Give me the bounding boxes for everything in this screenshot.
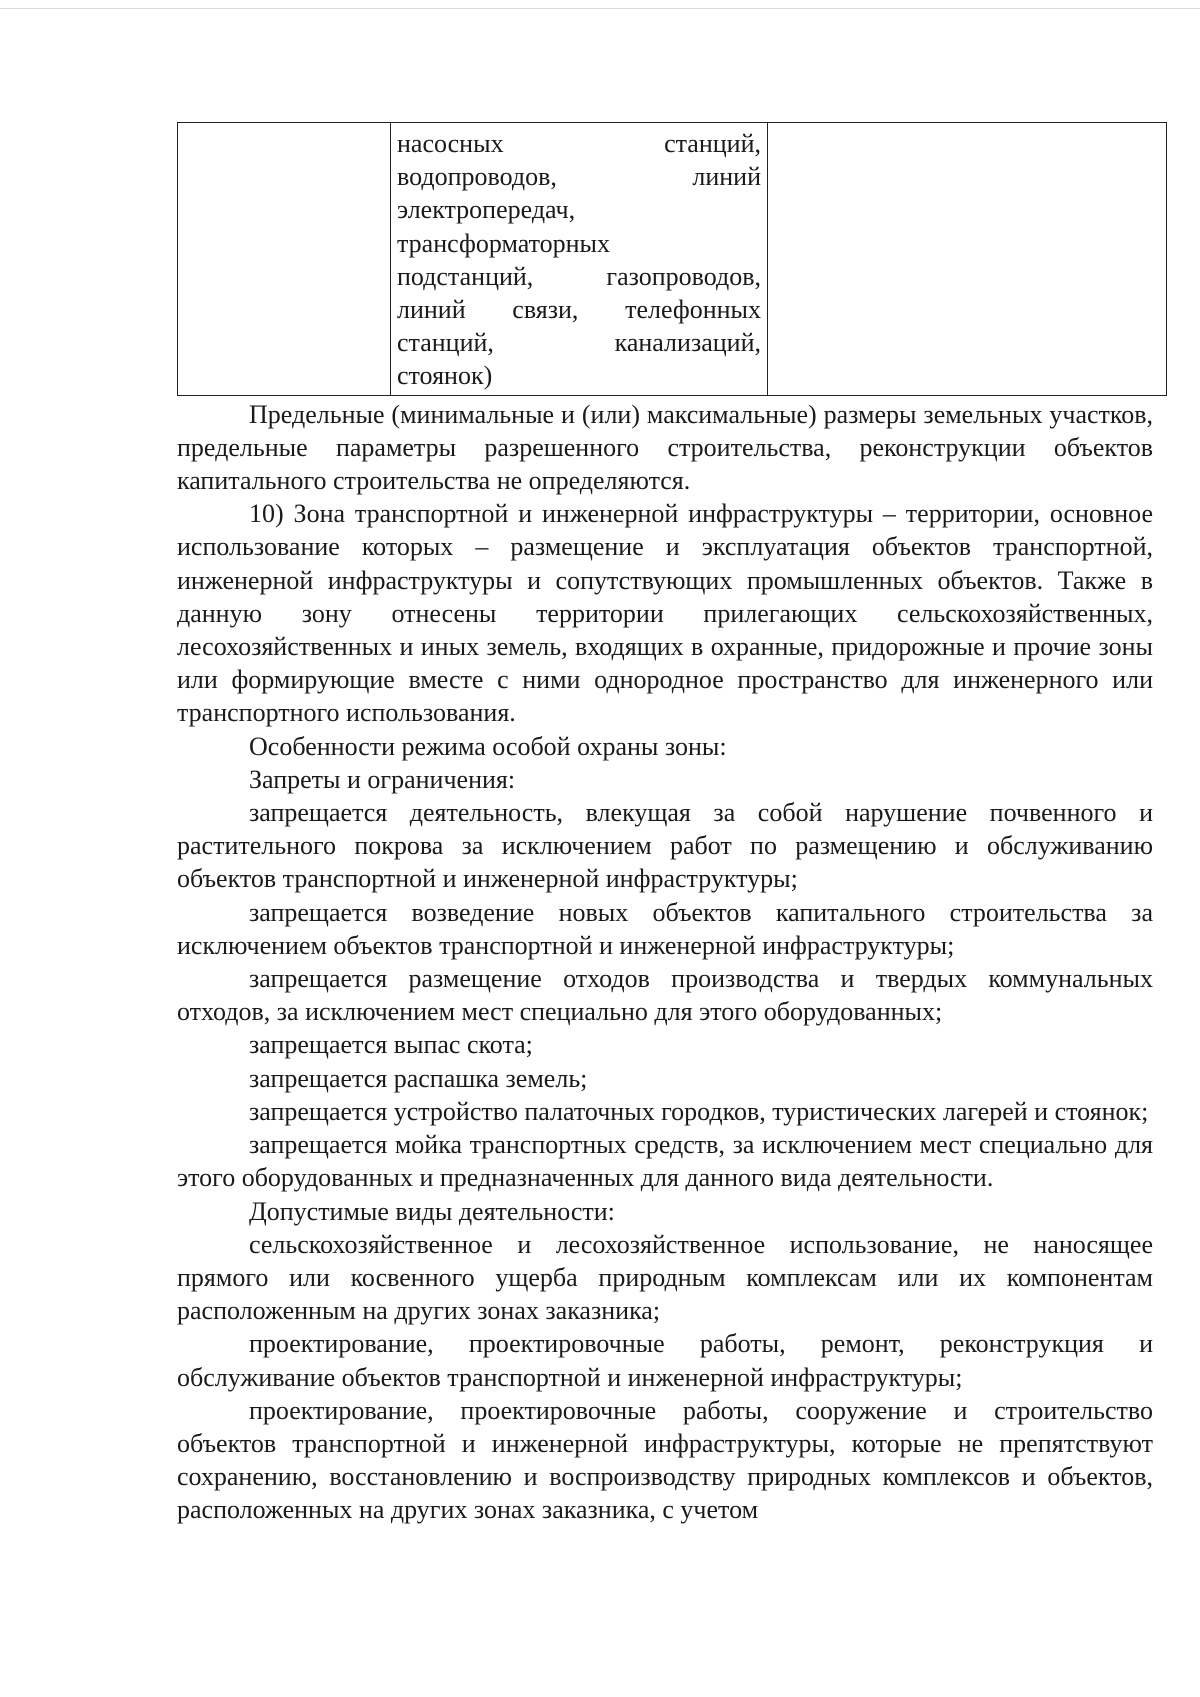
cell-line: стоянок): [397, 361, 493, 391]
paragraph-prohibition-grazing: запрещается выпас скота;: [249, 1030, 533, 1060]
scan-edge-line: [0, 8, 1200, 9]
paragraph-allowed-construction: проектирование, проектировочные работы, сооружение и строительство объектов транспортной и инженерной инфраструктуры, которые не препятствуют сохранению, восстановлению и воспроизводству природных комплексов и объектов, расположенных на других зонах заказника, с учетом: [177, 1395, 1153, 1525]
cell-line: станций, канализаций,: [397, 328, 761, 358]
paragraph-prohibitions-heading: Запреты и ограничения:: [249, 764, 516, 794]
table-cell-empty-right: [768, 123, 1167, 396]
document-page: [177, 122, 1153, 1527]
cell-line: насосных станций,: [397, 129, 761, 158]
paragraph-prohibition-construction: запрещается возведение новых объектов капитального строительства за исключением объектов транспортной и инженерной инфраструктуры;: [177, 897, 1153, 960]
paragraph-zone-10-definition: 10) Зона транспортной и инженерной инфраструктуры – территории, основное использование которых – размещение и эксплуатация объектов транспортной, инженерной инфраструктуры и сопутствующих промышленных объектов. Также в данную зону отнесены территории прилегающих сельскохозяйственных, лесохозяйственных и иных земель, входящих в охранные, придорожные и прочие зоны или формирующие вместе с ними однородное пространство для инженерного или транспортного использования.: [177, 499, 1153, 728]
paragraph-prohibition-ploughing: запрещается распашка земель;: [249, 1063, 588, 1093]
paragraph-prohibition-vehicle-wash: запрещается мойка транспортных средств, за исключением мест специально для этого оборудованных и предназначенных для данного вида деятельности.: [177, 1130, 1153, 1193]
paragraph-size-limits: Предельные (минимальные и (или) максимальные) размеры земельных участков, предельные параметры разрешенного строительства, реконструкции объектов капитального строительства не определяются.: [177, 399, 1153, 496]
table-cell-empty-left: [178, 123, 391, 396]
cell-line: подстанций, газопроводов,: [397, 261, 761, 291]
paragraph-regime-heading: Особенности режима особой охраны зоны:: [249, 731, 727, 761]
paragraph-allowed-agriculture: сельскохозяйственное и лесохозяйственное использование, не наносящее прямого или косвенного ущерба природным комплексам или их компонентам расположенным на других зонах заказника;: [177, 1229, 1153, 1326]
paragraph-prohibition-waste: запрещается размещение отходов производства и твердых коммунальных отходов, за исключением мест специально для этого оборудованных;: [177, 964, 1153, 1027]
continued-table: [177, 122, 1167, 396]
cell-line: линий связи, телефонных: [397, 295, 761, 325]
table-row: [178, 123, 1167, 396]
paragraph-prohibition-soil: запрещается деятельность, влекущая за собой нарушение почвенного и растительного покрова за исключением работ по размещению и обслуживанию объектов транспортной и инженерной инфраструктуры;: [177, 798, 1153, 894]
paragraph-allowed-repair: проектирование, проектировочные работы, ремонт, реконструкция и обслуживание объектов транспортной и инженерной инфраструктуры;: [177, 1329, 1153, 1392]
paragraph-prohibition-camps: запрещается устройство палаточных городков, туристических лагерей и стоянок;: [249, 1096, 1149, 1126]
paragraph-allowed-heading: Допустимые виды деятельности:: [249, 1196, 615, 1226]
table-cell-objects-list: [391, 123, 768, 396]
cell-line: трансформаторных: [397, 228, 610, 258]
cell-line: электропередач,: [397, 195, 576, 225]
cell-line: водопроводов, линий: [397, 162, 761, 192]
